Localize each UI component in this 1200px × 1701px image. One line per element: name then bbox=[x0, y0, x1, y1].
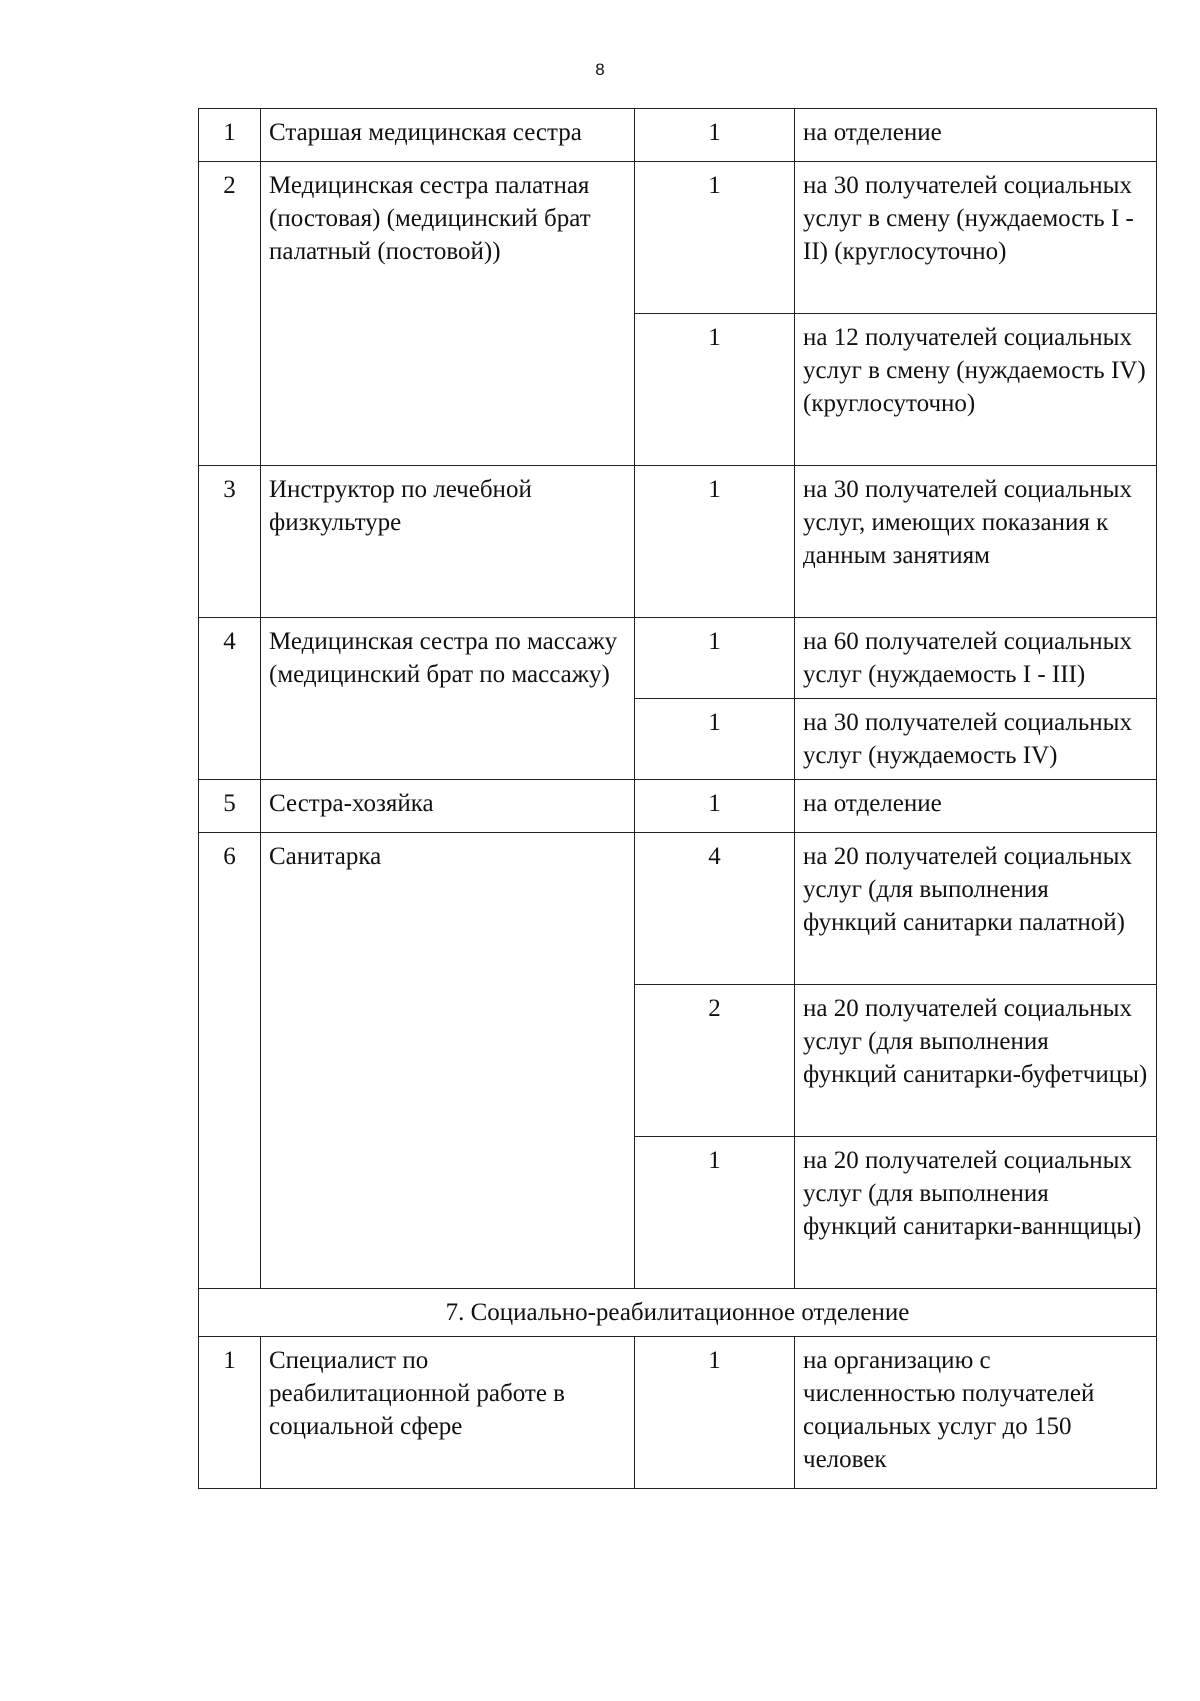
staff-count: 1 bbox=[635, 109, 795, 162]
table-row bbox=[199, 109, 1157, 162]
staff-count: 1 bbox=[635, 699, 795, 780]
position-name: Инструктор по лечебной физкультуре bbox=[261, 466, 635, 618]
staff-count: 1 bbox=[635, 780, 795, 833]
staffing-norm: на отделение bbox=[795, 780, 1157, 833]
staffing-norm: на 20 получателей социальных услуг (для выполнения функций санитарки-буфетчицы) bbox=[795, 985, 1157, 1137]
row-number: 4 bbox=[199, 618, 261, 780]
staff-count: 4 bbox=[635, 833, 795, 985]
table-row bbox=[199, 780, 1157, 833]
table-row bbox=[199, 618, 1157, 699]
staffing-table bbox=[198, 108, 1157, 1489]
position-name: Специалист по реабилитационной работе в социальной сфере bbox=[261, 1337, 635, 1489]
table-row bbox=[199, 466, 1157, 618]
table-row bbox=[199, 162, 1157, 314]
position-name: Старшая медицинская сестра bbox=[261, 109, 635, 162]
staff-count: 1 bbox=[635, 314, 795, 466]
row-number: 1 bbox=[199, 109, 261, 162]
table-row bbox=[199, 833, 1157, 985]
page-number: 8 bbox=[595, 60, 605, 79]
row-number: 2 bbox=[199, 162, 261, 466]
staffing-norm: на 20 получателей социальных услуг (для выполнения функций санитарки-ваннщицы) bbox=[795, 1137, 1157, 1289]
staffing-norm: на 60 получателей социальных услуг (нуждаемость I - III) bbox=[795, 618, 1157, 699]
position-name: Медицинская сестра палатная (постовая) (медицинский брат палатный (постовой)) bbox=[261, 162, 635, 466]
section-title: 7. Социально-реабилитационное отделение bbox=[199, 1289, 1157, 1337]
staffing-norm: на 20 получателей социальных услуг (для выполнения функций санитарки палатной) bbox=[795, 833, 1157, 985]
position-name: Медицинская сестра по массажу (медицинский брат по массажу) bbox=[261, 618, 635, 780]
position-name: Санитарка bbox=[261, 833, 635, 1289]
staffing-norm: на 30 получателей социальных услуг (нуждаемость IV) bbox=[795, 699, 1157, 780]
table-row bbox=[199, 1337, 1157, 1489]
staff-count: 2 bbox=[635, 985, 795, 1137]
position-name: Сестра-хозяйка bbox=[261, 780, 635, 833]
staff-count: 1 bbox=[635, 618, 795, 699]
staffing-norm: на 30 получателей социальных услуг, имеющих показания к данным занятиям bbox=[795, 466, 1157, 618]
section-header-row bbox=[199, 1289, 1157, 1337]
row-number: 5 bbox=[199, 780, 261, 833]
staffing-norm: на организацию с численностью получателей социальных услуг до 150 человек bbox=[795, 1337, 1157, 1489]
staff-count: 1 bbox=[635, 1137, 795, 1289]
staff-count: 1 bbox=[635, 466, 795, 618]
staffing-norm: на отделение bbox=[795, 109, 1157, 162]
staffing-norm: на 12 получателей социальных услуг в смену (нуждаемость IV) (круглосуточно) bbox=[795, 314, 1157, 466]
row-number: 6 bbox=[199, 833, 261, 1289]
staff-count: 1 bbox=[635, 162, 795, 314]
row-number: 3 bbox=[199, 466, 261, 618]
staffing-norm: на 30 получателей социальных услуг в смену (нуждаемость I - II) (круглосуточно) bbox=[795, 162, 1157, 314]
staff-count: 1 bbox=[635, 1337, 795, 1489]
row-number: 1 bbox=[199, 1337, 261, 1489]
